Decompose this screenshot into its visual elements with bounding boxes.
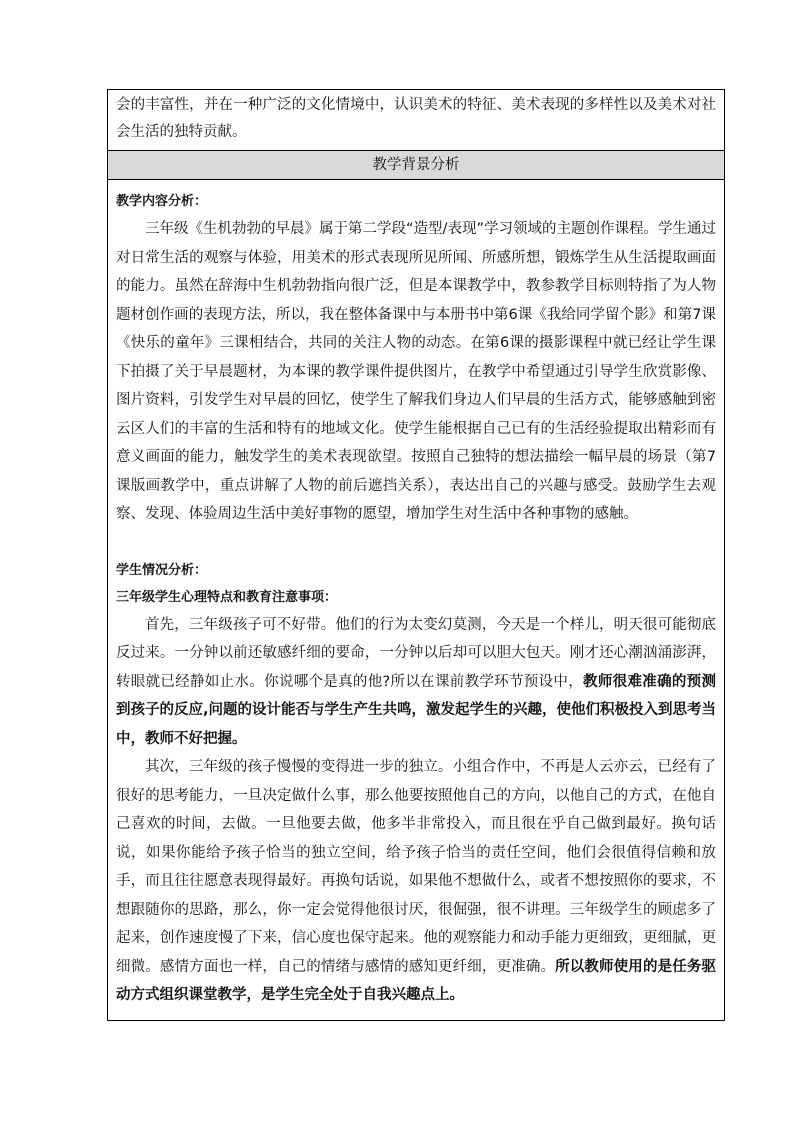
student-analysis-sublabel: 三年级学生心理特点和教育注意事项： — [116, 589, 338, 605]
section-header — [108, 151, 724, 180]
blank-line — [116, 529, 716, 557]
section-body — [108, 180, 724, 1020]
student-paragraph-1 — [116, 611, 716, 754]
section-header-title: 教学背景分析 — [372, 157, 460, 173]
student-paragraph-2-text: 其次，三年级的孩子慢慢的变得进一步的独立。小组合作中，不再是人云亦云，已经有了很好的思考能力，一旦决定做什么事，那么他要按照他自己的方向，以他自己的方式，在他自己喜欢的时间，去做。一旦他要去做，他多半非常投入，而且很在乎自己做到最好。换句话说，如果你能给予孩子恰当的独立空间，给予孩子恰当的责任空间，他们会很值得信赖和放手，而且往往愿意表现得最好。再换句话说，如果他不想做什么，或者不想按照你的要求，不想跟随你的思路，那么，你一定会觉得他很讨厌，很倔强，很不讲理。三年级学生的顾虑多了起来，创作速度慢了下来，信心度也保守起来。他的观察能力和动手能力更细致，更细腻，更细微。感情方面也一样，自己的情绪与感情的感知更纤细，更准确。 — [116, 759, 716, 975]
student-paragraph-1-emphasis: 教师很难准确的预测到孩子的反应,问题的设计能否与学生产生共鸣，激发起学生的兴趣，使他们积极投入到思考当中，教师不好把握。 — [116, 673, 717, 747]
intro-row — [108, 90, 724, 151]
student-analysis-label: 学生情况分析： — [116, 562, 208, 578]
document-table — [107, 89, 725, 1021]
student-paragraph-1-text: 首先，三年级孩子可不好带。他们的行为太变幻莫测，今天是一个样儿，明天很可能彻底反过来。一分钟以前还敏感纤细的要命，一分钟以后却可以胆大包天。刚才还心潮汹涌澎湃，转眼就已经静如止水。你说哪个是真的他?所以在课前教学环节预设中， — [116, 616, 716, 690]
content-analysis-label: 教学内容分析： — [116, 194, 208, 209]
student-paragraph-2-emphasis: 所以教师使用的是任务驱动方式组织课堂教学，是学生完全处于自我兴趣点上。 — [116, 958, 716, 1003]
intro-text: 会的丰富性，并在一种广泛的文化情境中，认识美术的特征、美术表现的多样性以及美术对社会生活的独特贡献。 — [116, 97, 716, 140]
content-analysis-paragraph: 三年级《生机勃勃的早晨》属于第二学段“造型/表现”学习领域的主题创作课程。学生通过对日常生活的观察与体验，用美术的形式表现所见所闻、所感所想，锻炼学生从生活提取画面的能力。虽然在辞海中生机勃勃指向很广泛，但是本课教学中，教参教学目标则特指了为人物题材创作画的表现方法，所以，我在整体备课中与本册书中第6课《我给同学留个影》和第7课《快乐的童年》三课相结合，共同的关注人物的动态。在第6课的摄影课程中就已经让学生课下拍摄了关于早晨题材，为本课的教学课件提供图片，在教学中希望通过引导学生欣赏影像、图片资料，引发学生对早晨的回忆，使学生了解我们身边人们早晨的生活方式，能够感触到密云区人们的丰富的生活和特有的地域文化。使学生能根据自己已有的生活经验提取出精彩而有意义画面的能力，触发学生的美术表现欲望。按照自己独特的想法描绘一幅早晨的场景（第7课版画教学中，重点讲解了人物的前后遮挡关系），表达出自己的兴趣与感受。鼓励学生去观察、发现、体验周边生活中美好事物的愿望，增加学生对生活中各种事物的感触。 — [116, 221, 716, 522]
student-paragraph-2 — [116, 753, 716, 1010]
